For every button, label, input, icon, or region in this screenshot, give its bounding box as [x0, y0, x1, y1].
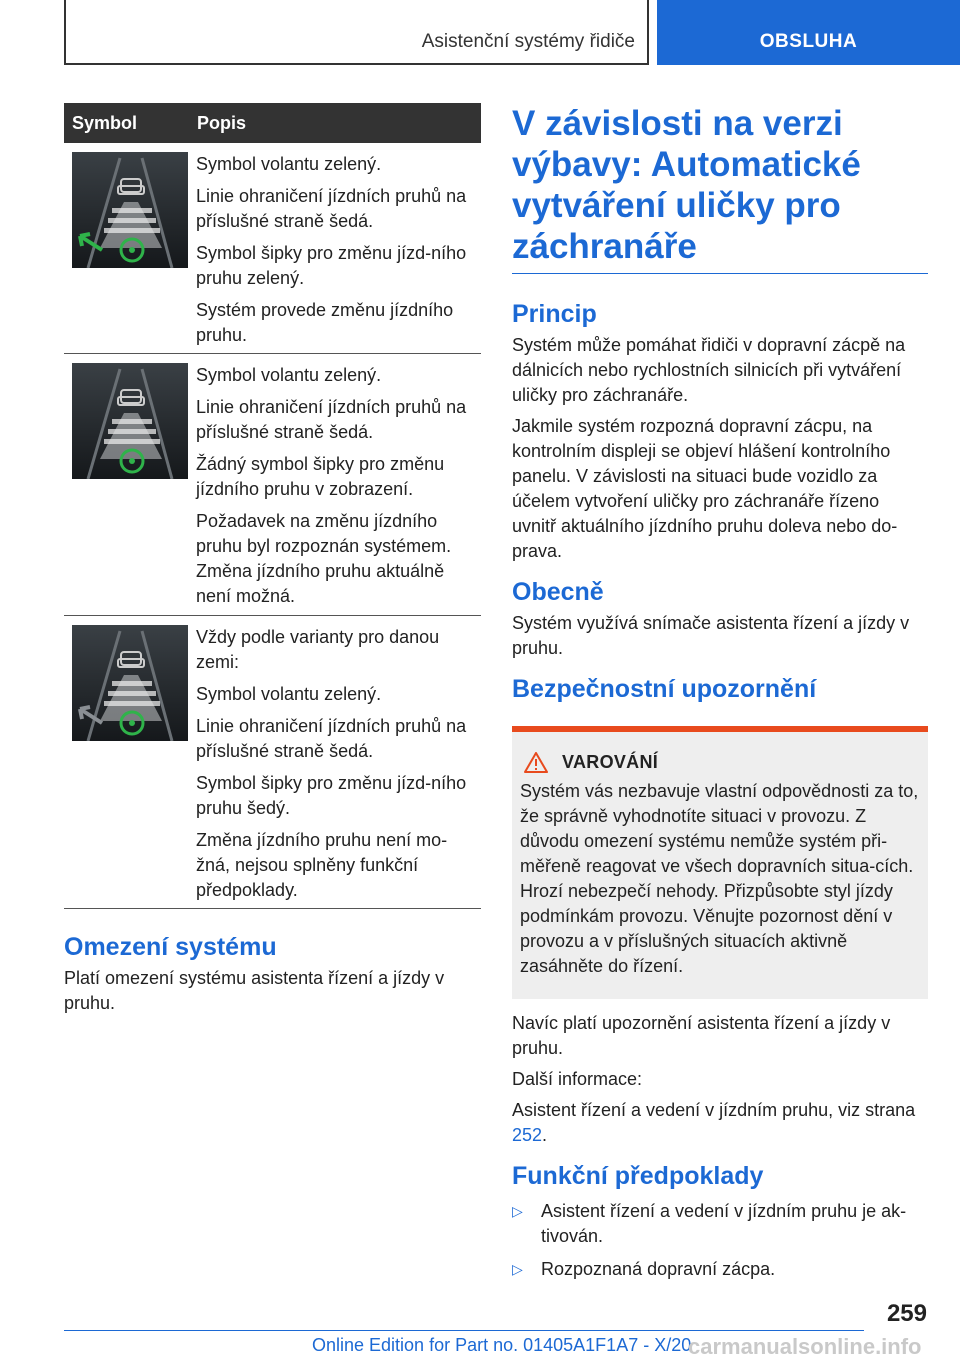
row-description — [196, 354, 481, 609]
principle-p1: Systém může pomáhat řidiči v dopravní zácpě na dálnicích nebo rychlostních silnicích při vytváření uličky pro záchranáře. — [512, 335, 906, 405]
note-p3-text: Asistent řízení a vedení v jízdním pruhu, viz strana — [512, 1100, 916, 1120]
limits-section — [64, 933, 481, 1016]
page-number: 259 — [886, 1300, 927, 1327]
general-p: Systém využívá snímače asistenta řízení a jízdy v pruhu. — [512, 613, 910, 658]
desc-line: Symbol šipky pro změnu jízd-ního pruhu zelený. — [196, 243, 467, 288]
col-header-popis: Popis — [197, 113, 247, 133]
desc-line: Symbol volantu zelený. — [196, 154, 382, 174]
prereq-list — [512, 1199, 928, 1282]
table-header — [64, 103, 481, 143]
list-item — [512, 1199, 928, 1249]
page-link-252[interactable]: 252 — [512, 1125, 543, 1145]
general-heading: Obecně — [512, 578, 604, 606]
symbol-table — [64, 103, 481, 1016]
principle-p2: Jakmile systém rozpozná dopravní zácpu, na kontrolním displeji se objeví hlášení kontrolního panelu. V závislosti na situaci bude vozidlo za účelem vytvoření uličky pro záchranáře řízeno uvnitř aktuálního jízdního pruhu doleva nebo do-prava. — [512, 416, 898, 561]
desc-line: Vždy podle varianty pro danou zemi: — [196, 627, 440, 672]
principle-section — [512, 333, 928, 564]
bullet-text: Rozpoznaná dopravní zácpa. — [541, 1259, 776, 1279]
desc-line: Požadavek na změnu jízdního pruhu byl rozpoznán systémem. Změna jízdního pruhu aktuálně není možná. — [196, 511, 452, 606]
desc-line: Linie ohraničení jízdních pruhů na příslušné straně šedá. — [196, 186, 467, 231]
desc-line: Symbol volantu zelený. — [196, 365, 382, 385]
row-description — [196, 616, 481, 903]
limits-heading: Omezení systému — [64, 933, 277, 961]
triangle-bullet-icon: ▷ — [512, 1203, 523, 1219]
general-section — [512, 611, 928, 661]
principle-heading: Princip — [512, 300, 597, 328]
desc-line: Linie ohraničení jízdních pruhů na příslušné straně šedá. — [196, 716, 467, 761]
safety-heading: Bezpečnostní upozornění — [512, 675, 817, 703]
section-tab[interactable] — [657, 0, 960, 65]
col-header-symbol: Symbol — [72, 113, 138, 133]
note-p3 — [512, 1098, 928, 1148]
right-column — [512, 103, 928, 1290]
desc-line: Linie ohraničení jízdních pruhů na příslušné straně šedá. — [196, 397, 467, 442]
warning-header — [520, 752, 920, 773]
note-p3-end: . — [542, 1125, 548, 1145]
warning-label: VAROVÁNÍ — [562, 752, 659, 772]
lane-change-assist-arrow-grey-icon — [72, 625, 188, 741]
row-description — [196, 143, 481, 348]
header-box — [64, 0, 649, 65]
lane-change-assist-no-arrow-icon — [72, 363, 188, 479]
title-divider — [512, 273, 928, 274]
page-title: V závislosti na verzi výbavy: Automatické vytváření uličky pro záchranáře — [512, 104, 861, 266]
note-p2: Další informace: — [512, 1069, 643, 1089]
bullet-text: Asistent řízení a vedení v jízdním pruhu je ak-tivován. — [541, 1201, 907, 1246]
table-row — [64, 143, 481, 354]
desc-line: Systém provede změnu jízdního pruhu. — [196, 300, 454, 345]
footer-divider — [64, 1330, 864, 1331]
lane-change-assist-arrow-green-icon — [72, 152, 188, 268]
footer-edition: Online Edition for Part no. 01405A1F1A7 - X/20 — [312, 1335, 692, 1355]
table-row — [64, 354, 481, 616]
table-row — [64, 616, 481, 909]
warning-box — [512, 726, 928, 999]
watermark: carmanualsonline.info — [688, 1334, 922, 1359]
section-tab-label: OBSLUHA — [759, 31, 858, 52]
prereq-heading: Funkční předpoklady — [512, 1162, 764, 1190]
desc-line: Změna jízdního pruhu není mo-žná, nejsou splněny funkční předpoklady. — [196, 830, 448, 900]
desc-line: Symbol volantu zelený. — [196, 684, 382, 704]
notes-section — [512, 1011, 928, 1148]
desc-line: Symbol šipky pro změnu jízd-ního pruhu šedý. — [196, 773, 467, 818]
warning-text: Systém vás nezbavuje vlastní odpovědnosti za to, že správně vyhodnotíte situaci v provozu. Z důvodu omezení systému nemůže systém při-měřeně reagovat ve všech dopravních situa-cích. Hrozí nebezpečí nehody. Přizpůsobte styl jízdy podmínkám provozu. Věnujte pozornost dění v provozu a v příslušných situacích aktivně zasáhněte do řízení. — [520, 781, 919, 976]
chapter-title: Asistenční systémy řidiče — [421, 31, 635, 52]
list-item — [512, 1257, 928, 1282]
limits-text: Platí omezení systému asistenta řízení a jízdy v pruhu. — [64, 968, 445, 1013]
triangle-bullet-icon: ▷ — [512, 1261, 523, 1277]
desc-line: Žádný symbol šipky pro změnu jízdního pruhu v zobrazení. — [196, 454, 445, 499]
warning-triangle-icon — [524, 752, 548, 773]
note-p1: Navíc platí upozornění asistenta řízení a jízdy v pruhu. — [512, 1013, 891, 1058]
